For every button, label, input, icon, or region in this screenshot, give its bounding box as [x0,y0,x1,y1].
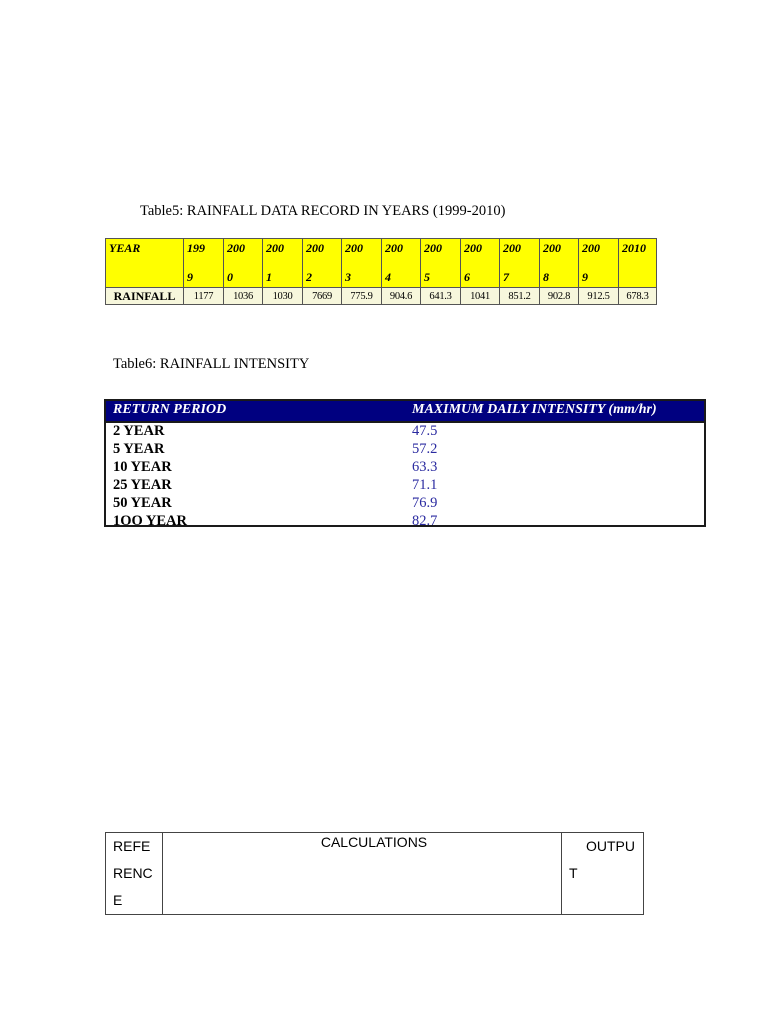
rainfall-header: RAINFALL [106,288,184,305]
table-row [106,423,704,441]
year-cell: 200 7 [500,239,540,288]
table5-caption: Table5: RAINFALL DATA RECORD IN YEARS (1999-2010) [140,203,506,219]
return-period-header: RETURN PERIOD [113,402,227,417]
output-label-line: OUTPU [586,838,635,854]
rainfall-cell: 851.2 [500,288,540,305]
year-cell: 200 5 [421,239,461,288]
year-cell: 200 6 [461,239,500,288]
rainfall-intensity-table [104,399,706,527]
year-row [106,239,657,288]
return-period: 2 YEAR [113,423,165,439]
table-row [106,495,704,513]
intensity-value: 71.1 [412,477,438,493]
intensity-value: 76.9 [412,495,438,511]
rainfall-cell: 904.6 [382,288,421,305]
return-period: 5 YEAR [113,441,165,457]
intensity-value: 82.7 [412,513,438,529]
intensity-value: 57.2 [412,441,438,457]
rainfall-cell: 1030 [263,288,303,305]
intensity-value: 63.3 [412,459,438,475]
table-row [106,459,704,477]
table-row [106,441,704,459]
year-cell: 200 9 [579,239,619,288]
rainfall-cell: 1041 [461,288,500,305]
year-cell: 200 8 [540,239,579,288]
output-label-line: T [569,865,578,881]
rainfall-cell: 1177 [184,288,224,305]
table-row [106,513,704,531]
return-period: 1OO YEAR [113,513,187,529]
rainfall-data-table [105,238,657,305]
reference-label-line: REFE [113,838,151,854]
rainfall-cell: 912.5 [579,288,619,305]
rainfall-cell: 1036 [224,288,263,305]
year-cell: 200 2 [303,239,342,288]
year-cell: 200 0 [224,239,263,288]
rainfall-cell: 641.3 [421,288,461,305]
intensity-value: 47.5 [412,423,438,439]
calculations-table [105,832,644,915]
reference-label-line: E [113,892,123,908]
table6-caption: Table6: RAINFALL INTENSITY [113,356,310,372]
return-period: 25 YEAR [113,477,172,493]
rainfall-cell: 775.9 [342,288,382,305]
return-period: 50 YEAR [113,495,172,511]
year-cell: 200 3 [342,239,382,288]
rainfall-cell: 678.3 [619,288,657,305]
output-column-header [562,833,644,915]
max-intensity-header: MAXIMUM DAILY INTENSITY (mm/hr) [412,402,657,417]
year-cell: 200 1 [263,239,303,288]
reference-column-header [106,833,163,915]
rainfall-cell: 902.8 [540,288,579,305]
year-cell: 2010 [619,239,657,288]
calculations-column-header: CALCULATIONS [163,833,562,915]
year-cell: 199 9 [184,239,224,288]
rainfall-cell: 7669 [303,288,342,305]
table-row [106,477,704,495]
return-period: 10 YEAR [113,459,172,475]
year-cell: 200 4 [382,239,421,288]
year-header: YEAR [106,239,184,288]
intensity-table-header [106,401,704,423]
rainfall-row [106,288,657,305]
reference-label-line: RENC [113,865,153,881]
